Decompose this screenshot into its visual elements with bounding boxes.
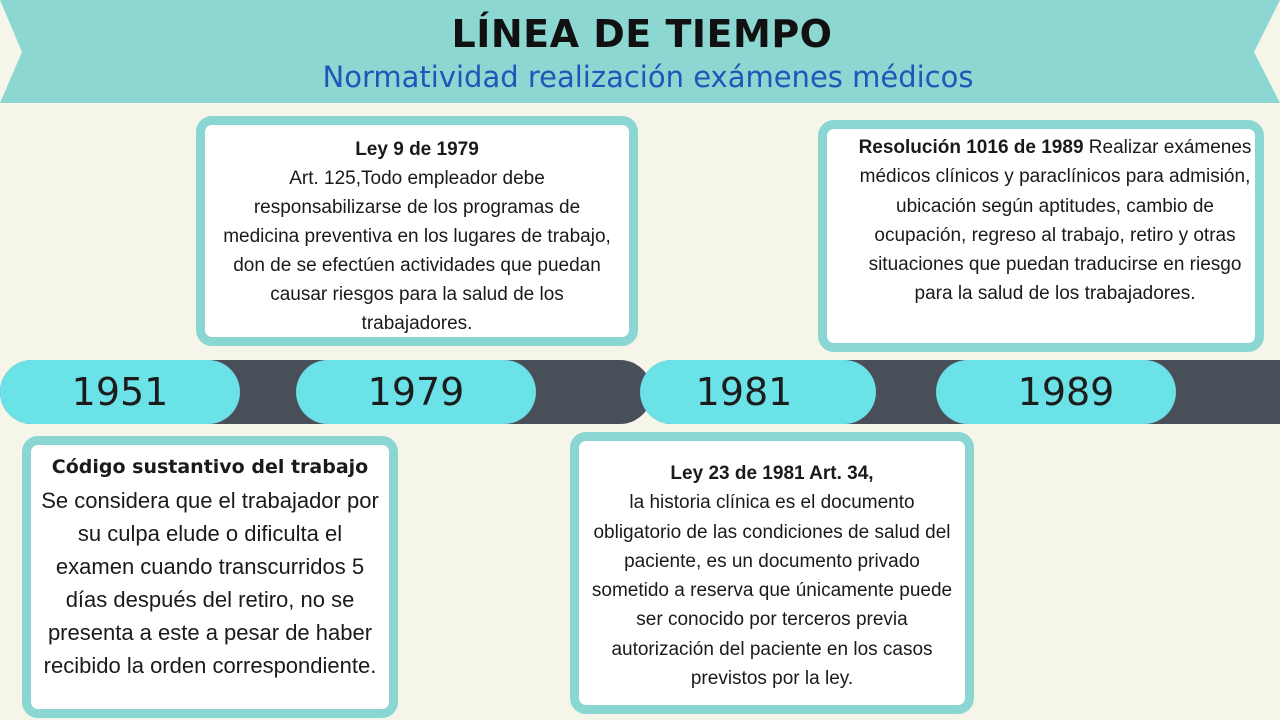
event-heading: Ley 9 de 1979 xyxy=(355,139,479,160)
year-label-1989: 1989 xyxy=(1017,370,1115,414)
event-heading: Código sustantivo del trabajo xyxy=(51,456,369,478)
event-body: la historia clínica es el documento obligatorio de las condiciones de salud del paciente, es un documento privado sometido a reserva que únicamente puede ser conocido por terceros previa autorización del paciente en los casos previstos por la ley. xyxy=(591,492,953,690)
year-label-1951: 1951 xyxy=(71,370,169,414)
page-title: LÍNEA DE TIEMPO xyxy=(451,12,833,56)
event-card-1989 xyxy=(818,120,1264,352)
page-subtitle: Normatividad realización exámenes médicos xyxy=(322,60,974,94)
event-body: Se considera que el trabajador por su culpa elude o dificulta el examen cuando transcurridos 5 días después del retiro, no se presenta a este a pesar de haber recibido la orden correspondiente. xyxy=(41,488,379,678)
year-label-1981: 1981 xyxy=(695,370,793,414)
event-body: Realizar exámenes médicos clínicos y paraclínicos para admisión, ubicación según aptitudes, cambio de ocupación, regreso al trabajo, retiro y otras situaciones que puedan traducirse en riesgo para la salud de los trabajadores. xyxy=(859,137,1252,305)
event-card-1979 xyxy=(196,116,638,346)
event-card-1981 xyxy=(570,432,974,714)
year-label-1979: 1979 xyxy=(367,370,465,414)
event-card-1951 xyxy=(22,436,398,718)
event-heading: Ley 23 de 1981 Art. 34, xyxy=(670,463,874,484)
event-heading: Resolución 1016 de 1989 xyxy=(858,137,1084,158)
event-body: Art. 125,Todo empleador debe responsabilizarse de los programas de medicina preventiva en los lugares de trabajo, don de se efectúen actividades que puedan causar riesgos para la salud de los trabajadores. xyxy=(223,168,611,334)
timeline-segment-dark xyxy=(1220,360,1280,424)
